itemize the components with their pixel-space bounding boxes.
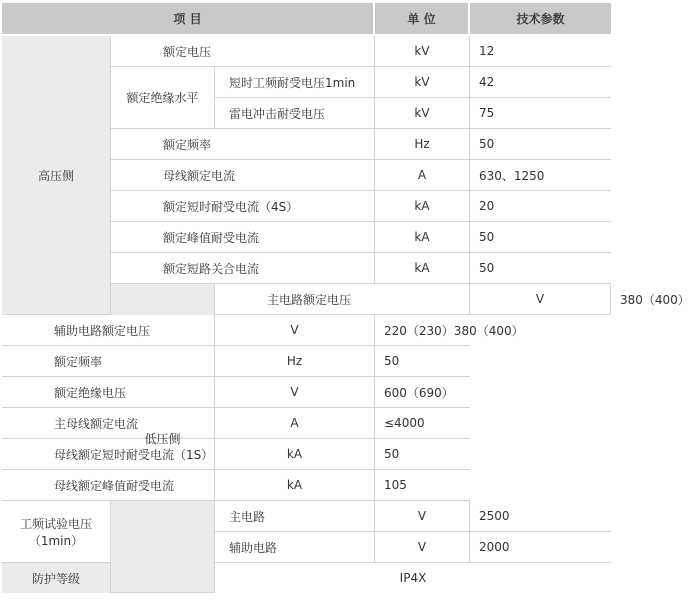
subgroup-label xyxy=(2,501,111,563)
row-name: 辅助电路额定电压 xyxy=(2,315,215,346)
row-value: 42 xyxy=(470,67,611,98)
row-name: 额定频率 xyxy=(2,346,215,377)
row-name: 主电路额定电压 xyxy=(215,284,470,315)
row-unit: kV xyxy=(375,36,470,67)
row-value: 50 xyxy=(375,346,470,377)
row-unit: kA xyxy=(215,439,375,470)
row-unit: V xyxy=(375,501,470,532)
row-name: 主电路 xyxy=(215,501,375,532)
table-row xyxy=(2,377,611,408)
row-value: 2000 xyxy=(470,532,611,563)
table-row xyxy=(2,439,611,470)
row-unit: V xyxy=(215,315,375,346)
subgroup-label: 额定绝缘水平 xyxy=(111,67,215,129)
row-unit: A xyxy=(375,160,470,191)
row-unit: Hz xyxy=(215,346,375,377)
row-unit: V xyxy=(215,377,375,408)
table-row xyxy=(2,501,611,532)
table-row xyxy=(2,563,611,593)
row-name: 额定频率 xyxy=(111,129,375,160)
row-value: 75 xyxy=(470,98,611,129)
header-params: 技术参数 xyxy=(470,3,611,36)
row-name: 短时工频耐受电压1min xyxy=(215,67,375,98)
row-name: 额定绝缘电压 xyxy=(2,377,215,408)
table-row xyxy=(2,408,611,439)
row-value: 600（690） xyxy=(375,377,470,408)
row-unit: A xyxy=(215,408,375,439)
row-name: 母线额定电流 xyxy=(111,160,375,191)
table-row xyxy=(2,346,611,377)
row-unit: kA xyxy=(375,253,470,284)
row-value: 50 xyxy=(470,129,611,160)
row-name: 辅助电路 xyxy=(215,532,375,563)
row-value: 2500 xyxy=(470,501,611,532)
row-name: 雷电冲击耐受电压 xyxy=(215,98,375,129)
row-value: 20 xyxy=(470,191,611,222)
subgroup-label-line2: （1min） xyxy=(28,533,84,548)
spec-table xyxy=(2,3,690,593)
table-row xyxy=(2,315,611,346)
table-row xyxy=(2,470,611,501)
table-row: 低压侧 主电路额定电压 V 380（400） xyxy=(2,284,611,315)
table-row xyxy=(2,36,611,67)
row-value: 12 xyxy=(470,36,611,67)
row-value: 630、1250 xyxy=(470,160,611,191)
row-unit: V xyxy=(470,284,611,315)
row-unit: Hz xyxy=(375,129,470,160)
row-value: 50 xyxy=(470,222,611,253)
row-value: 220（230）380（400） xyxy=(375,315,470,346)
row-name: 额定峰值耐受电流 xyxy=(111,222,375,253)
row-value: 50 xyxy=(470,253,611,284)
subgroup-label-line1: 工频试验电压 xyxy=(19,516,92,531)
row-name: 母线额定峰值耐受电流 xyxy=(2,470,215,501)
row-name: 额定短时耐受电流（4S） xyxy=(111,191,375,222)
protection-label: 防护等级 xyxy=(2,563,111,593)
row-unit: kV xyxy=(375,98,470,129)
row-unit: kV xyxy=(375,67,470,98)
row-value: 105 xyxy=(375,470,470,501)
row-unit: kA xyxy=(215,470,375,501)
protection-value: IP4X xyxy=(215,563,611,593)
row-name: 额定电压 xyxy=(111,36,375,67)
table-header-row xyxy=(2,3,611,36)
header-unit: 单 位 xyxy=(375,3,470,36)
row-name: 额定短路关合电流 xyxy=(111,253,375,284)
row-name: 母线额定短时耐受电流（1S） xyxy=(2,439,215,470)
row-value: 50 xyxy=(375,439,470,470)
row-unit: kA xyxy=(375,191,470,222)
group-label-low: 低压侧 xyxy=(111,284,215,593)
header-item: 项 目 xyxy=(2,3,375,36)
row-unit: V xyxy=(375,532,470,563)
row-name: 主母线额定电流 xyxy=(2,408,215,439)
group-label-high: 高压侧 xyxy=(2,36,111,315)
row-unit: kA xyxy=(375,222,470,253)
row-value: ≤4000 xyxy=(375,408,470,439)
